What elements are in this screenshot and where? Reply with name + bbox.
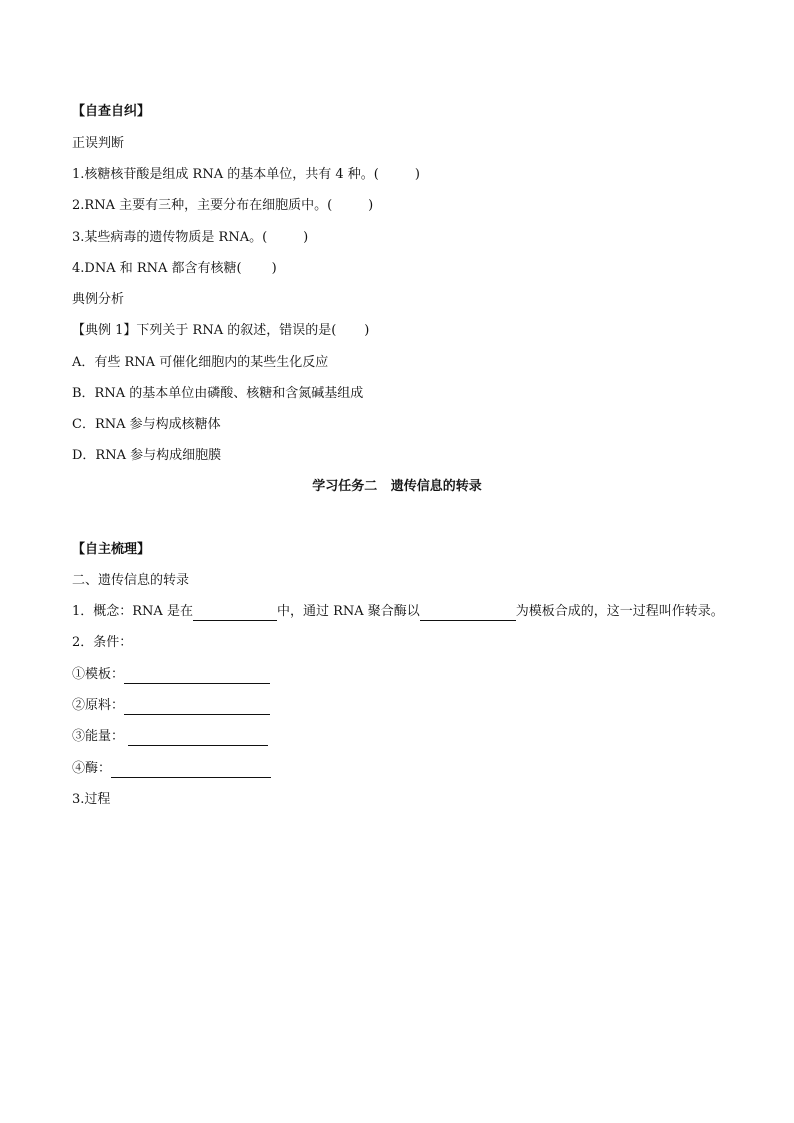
- judgment-item-3: [72, 229, 308, 247]
- concept-suffix: 为模板合成的，这一过程叫作转录。: [515, 604, 724, 619]
- section-title: 二、遗传信息的转录: [72, 573, 190, 588]
- condition-energy: [72, 728, 268, 746]
- concept-blank-2[interactable]: [420, 606, 516, 621]
- judgment-item-1-text: 1.核糖核苷酸是组成 RNA 的基本单位，共有 4 种。(: [72, 167, 379, 182]
- concept-mid: 中，通过 RNA 聚合酶以: [276, 604, 420, 619]
- judgment-item-2-close: ): [368, 198, 374, 213]
- concept-line: [72, 603, 724, 621]
- judgment-item-2: [72, 197, 373, 215]
- judgment-item-4: [72, 260, 277, 278]
- condition-enzyme-label: ④酶：: [72, 761, 112, 776]
- judgment-item-3-text: 3.某些病毒的遗传物质是 RNA。(: [72, 230, 268, 245]
- example-question: [72, 322, 369, 340]
- judgment-item-4-text: 4.DNA 和 RNA 都含有核糖(: [72, 261, 242, 276]
- judgment-item-3-close: ): [303, 230, 309, 245]
- condition-energy-label: ③能量：: [72, 729, 129, 744]
- conditions-label: 2．条件：: [72, 635, 133, 650]
- true-false-subheading: 正误判断: [72, 136, 125, 151]
- judgment-item-1-close: ): [414, 167, 420, 182]
- condition-material-label: ②原料：: [72, 698, 125, 713]
- task-title: 学习任务二 遗传信息的转录: [312, 479, 482, 494]
- condition-material: [72, 697, 270, 715]
- option-b: B．RNA 的基本单位由磷酸、核糖和含氮碱基组成: [72, 386, 364, 401]
- concept-prefix: 1．概念：RNA 是在: [72, 604, 193, 619]
- self-check-heading: 【自查自纠】: [72, 104, 151, 119]
- judgment-item-1: [72, 166, 420, 184]
- condition-template-label: ①模板：: [72, 667, 125, 682]
- self-study-heading: 【自主梳理】: [72, 542, 151, 557]
- condition-material-blank[interactable]: [124, 700, 270, 715]
- process-label: 3.过程: [72, 792, 111, 807]
- option-d: D．RNA 参与构成细胞膜: [72, 448, 222, 463]
- example-question-close: ): [364, 323, 370, 338]
- concept-blank-1[interactable]: [193, 606, 277, 621]
- example-heading: 典例分析: [72, 292, 125, 307]
- judgment-item-4-close: ): [271, 261, 277, 276]
- option-a: A．有些 RNA 可催化细胞内的某些生化反应: [72, 355, 329, 370]
- condition-template: [72, 666, 270, 684]
- condition-enzyme-blank[interactable]: [111, 763, 271, 778]
- condition-energy-blank[interactable]: [128, 731, 268, 746]
- option-c: C．RNA 参与构成核糖体: [72, 417, 221, 432]
- condition-enzyme: [72, 760, 271, 778]
- judgment-item-2-text: 2.RNA 主要有三种，主要分布在细胞质中。(: [72, 198, 333, 213]
- condition-template-blank[interactable]: [124, 669, 270, 684]
- example-question-text: 【典例 1】下列关于 RNA 的叙述，错误的是(: [72, 323, 337, 338]
